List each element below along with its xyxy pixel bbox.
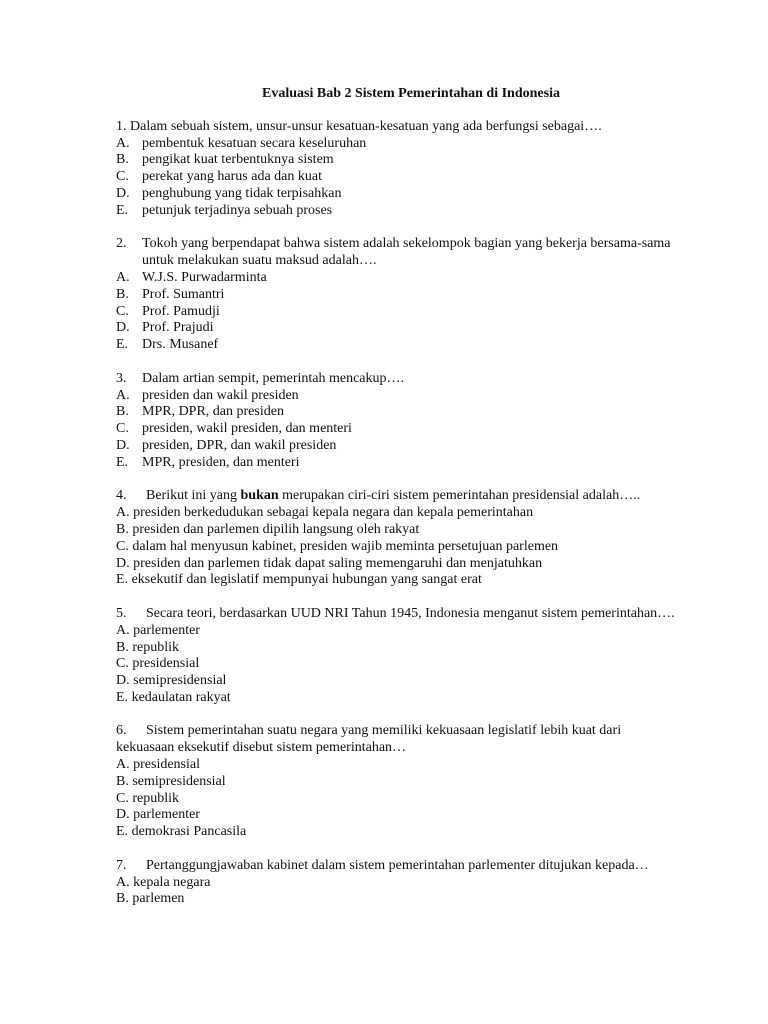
option-letter: A. — [116, 387, 130, 403]
question-text: Tokoh yang berpendapat bahwa sistem adalah sekelompok bagian yang bekerja bersama-sama untuk melakukan suatu maksud adalah…. — [142, 236, 671, 269]
option-text: presiden dan parlemen dipilih langsung oleh rakyat — [132, 521, 420, 537]
option-text: W.J.S. Purwadarminta — [142, 269, 267, 285]
question-stem — [116, 488, 676, 505]
option-a — [116, 757, 676, 774]
option-text: MPR, DPR, dan presiden — [142, 404, 284, 420]
option-c — [116, 169, 676, 186]
option-d — [116, 673, 676, 690]
option-text: eksekutif dan legislatif mempunyai hubungan yang sangat erat — [131, 572, 482, 588]
option-text: parlemen — [132, 891, 185, 907]
option-text: semipresidensial — [132, 773, 226, 789]
option-d — [116, 438, 676, 455]
option-letter: E. — [116, 337, 129, 353]
option-letter: B. — [116, 891, 129, 907]
question-stem — [116, 371, 676, 388]
option-d — [116, 320, 676, 337]
option-letter: B. — [116, 404, 129, 420]
option-letter: D. — [116, 555, 130, 571]
option-text: perekat yang harus ada dan kuat — [142, 169, 322, 185]
option-d — [116, 556, 676, 573]
option-text: petunjuk terjadinya sebuah proses — [142, 202, 333, 218]
option-text: Prof. Pamudji — [142, 303, 220, 319]
option-letter: E. — [116, 824, 129, 840]
option-letter: A. — [116, 757, 130, 773]
question-text: Sistem pemerintahan suatu negara yang memiliki kekuasaan legislatif lebih kuat dari kekuasaan eksekutif disebut sistem pemerintahan… — [116, 723, 622, 756]
option-e — [116, 824, 676, 841]
question-6 — [116, 723, 676, 841]
question-number: 4. — [116, 488, 127, 504]
option-letter: C. — [116, 169, 129, 185]
option-text: MPR, presiden, dan menteri — [142, 454, 300, 470]
option-letter: E. — [116, 202, 129, 218]
option-letter: D. — [116, 185, 130, 201]
option-letter: E. — [116, 572, 129, 588]
option-letter: B. — [116, 152, 129, 168]
option-letter: B. — [116, 286, 129, 302]
option-text: Prof. Prajudi — [142, 320, 214, 336]
option-text: Drs. Musanef — [142, 337, 219, 353]
option-e — [116, 572, 676, 589]
option-text: presidensial — [133, 757, 200, 773]
option-b — [116, 891, 676, 908]
option-text: republik — [132, 639, 179, 655]
option-letter: C. — [116, 421, 129, 437]
option-a — [116, 505, 676, 522]
option-letter: B. — [116, 773, 129, 789]
emphasis-text: bukan — [240, 488, 279, 504]
question-text-before: Berikut ini yang — [146, 488, 241, 504]
option-b — [116, 774, 676, 791]
option-text: parlementer — [133, 807, 200, 823]
option-letter: E. — [116, 689, 129, 705]
option-letter: D. — [116, 807, 130, 823]
question-number: 5. — [116, 605, 127, 621]
option-a — [116, 136, 676, 153]
option-e — [116, 203, 676, 220]
option-text: presiden, DPR, dan wakil presiden — [142, 437, 337, 453]
option-text: presiden dan parlemen tidak dapat saling memengaruhi dan menjatuhkan — [133, 555, 543, 571]
option-text: demokrasi Pancasila — [131, 824, 247, 840]
question-1 — [116, 119, 676, 220]
question-text: Dalam sebuah sistem, unsur-unsur kesatuan-kesatuan yang ada berfungsi sebagai…. — [130, 118, 602, 134]
option-letter: A. — [116, 874, 130, 890]
question-2 — [116, 236, 676, 354]
option-letter: B. — [116, 521, 129, 537]
question-text-after: merupakan ciri-ciri sistem pemerintahan presidensial adalah….. — [278, 488, 641, 504]
option-c — [116, 539, 676, 556]
question-number: 6. — [116, 723, 127, 739]
option-e — [116, 337, 676, 354]
option-letter: C. — [116, 656, 129, 672]
question-stem — [116, 606, 676, 623]
option-e — [116, 690, 676, 707]
question-stem — [116, 723, 676, 757]
option-c — [116, 421, 676, 438]
option-text: presidensial — [132, 656, 200, 672]
option-text: presiden berkedudukan sebagai kepala negara dan kepala pemerintahan — [133, 505, 534, 521]
question-number: 3. — [116, 370, 127, 386]
option-letter: A. — [116, 622, 130, 638]
question-4 — [116, 488, 676, 589]
option-text: penghubung yang tidak terpisahkan — [142, 185, 342, 201]
option-d — [116, 807, 676, 824]
option-a — [116, 388, 676, 405]
option-c — [116, 656, 676, 673]
question-3 — [116, 371, 676, 472]
question-text: Secara teori, berdasarkan UUD NRI Tahun 1945, Indonesia menganut sistem pemerintahan…. — [146, 605, 675, 621]
option-e — [116, 455, 676, 472]
option-b — [116, 404, 676, 421]
option-letter: C. — [116, 790, 129, 806]
option-letter: D. — [116, 673, 130, 689]
option-text: parlementer — [133, 622, 200, 638]
option-c — [116, 791, 676, 808]
option-letter: A. — [116, 269, 130, 285]
option-letter: A. — [116, 135, 130, 151]
option-b — [116, 287, 676, 304]
question-number: 7. — [116, 857, 127, 873]
option-letter: C. — [116, 303, 129, 319]
option-c — [116, 304, 676, 321]
option-text: presiden, wakil presiden, dan menteri — [142, 421, 352, 437]
option-letter: C. — [116, 538, 129, 554]
document-page — [116, 86, 676, 925]
question-number: 1. — [116, 118, 127, 134]
question-7 — [116, 858, 676, 908]
question-text: Dalam artian sempit, pemerintah mencakup…. — [142, 370, 405, 386]
option-a — [116, 270, 676, 287]
option-text: kedaulatan rakyat — [131, 689, 231, 705]
question-5 — [116, 606, 676, 707]
option-b — [116, 152, 676, 169]
option-letter: D. — [116, 320, 130, 336]
option-letter: E. — [116, 454, 129, 470]
option-text: Prof. Sumantri — [142, 286, 225, 302]
option-text: republik — [132, 790, 179, 806]
option-text: semipresidensial — [133, 673, 227, 689]
question-stem — [116, 236, 676, 270]
option-letter: B. — [116, 639, 129, 655]
option-a — [116, 875, 676, 892]
question-text: Pertanggungjawaban kabinet dalam sistem pemerintahan parlementer ditujukan kepada… — [146, 857, 649, 873]
option-text: pengikat kuat terbentuknya sistem — [142, 152, 334, 168]
option-text: pembentuk kesatuan secara keseluruhan — [142, 135, 367, 151]
option-a — [116, 623, 676, 640]
option-text: dalam hal menyusun kabinet, presiden wajib meminta persetujuan parlemen — [132, 538, 559, 554]
document-title: Evaluasi Bab 2 Sistem Pemerintahan di Indonesia — [262, 86, 560, 101]
option-text: kepala negara — [133, 874, 211, 890]
option-b — [116, 640, 676, 657]
question-stem — [116, 119, 676, 136]
option-letter: D. — [116, 437, 130, 453]
option-letter: A. — [116, 505, 130, 521]
option-b — [116, 522, 676, 539]
option-d — [116, 186, 676, 203]
question-number: 2. — [116, 236, 127, 252]
question-stem — [116, 858, 676, 875]
option-text: presiden dan wakil presiden — [142, 387, 299, 403]
